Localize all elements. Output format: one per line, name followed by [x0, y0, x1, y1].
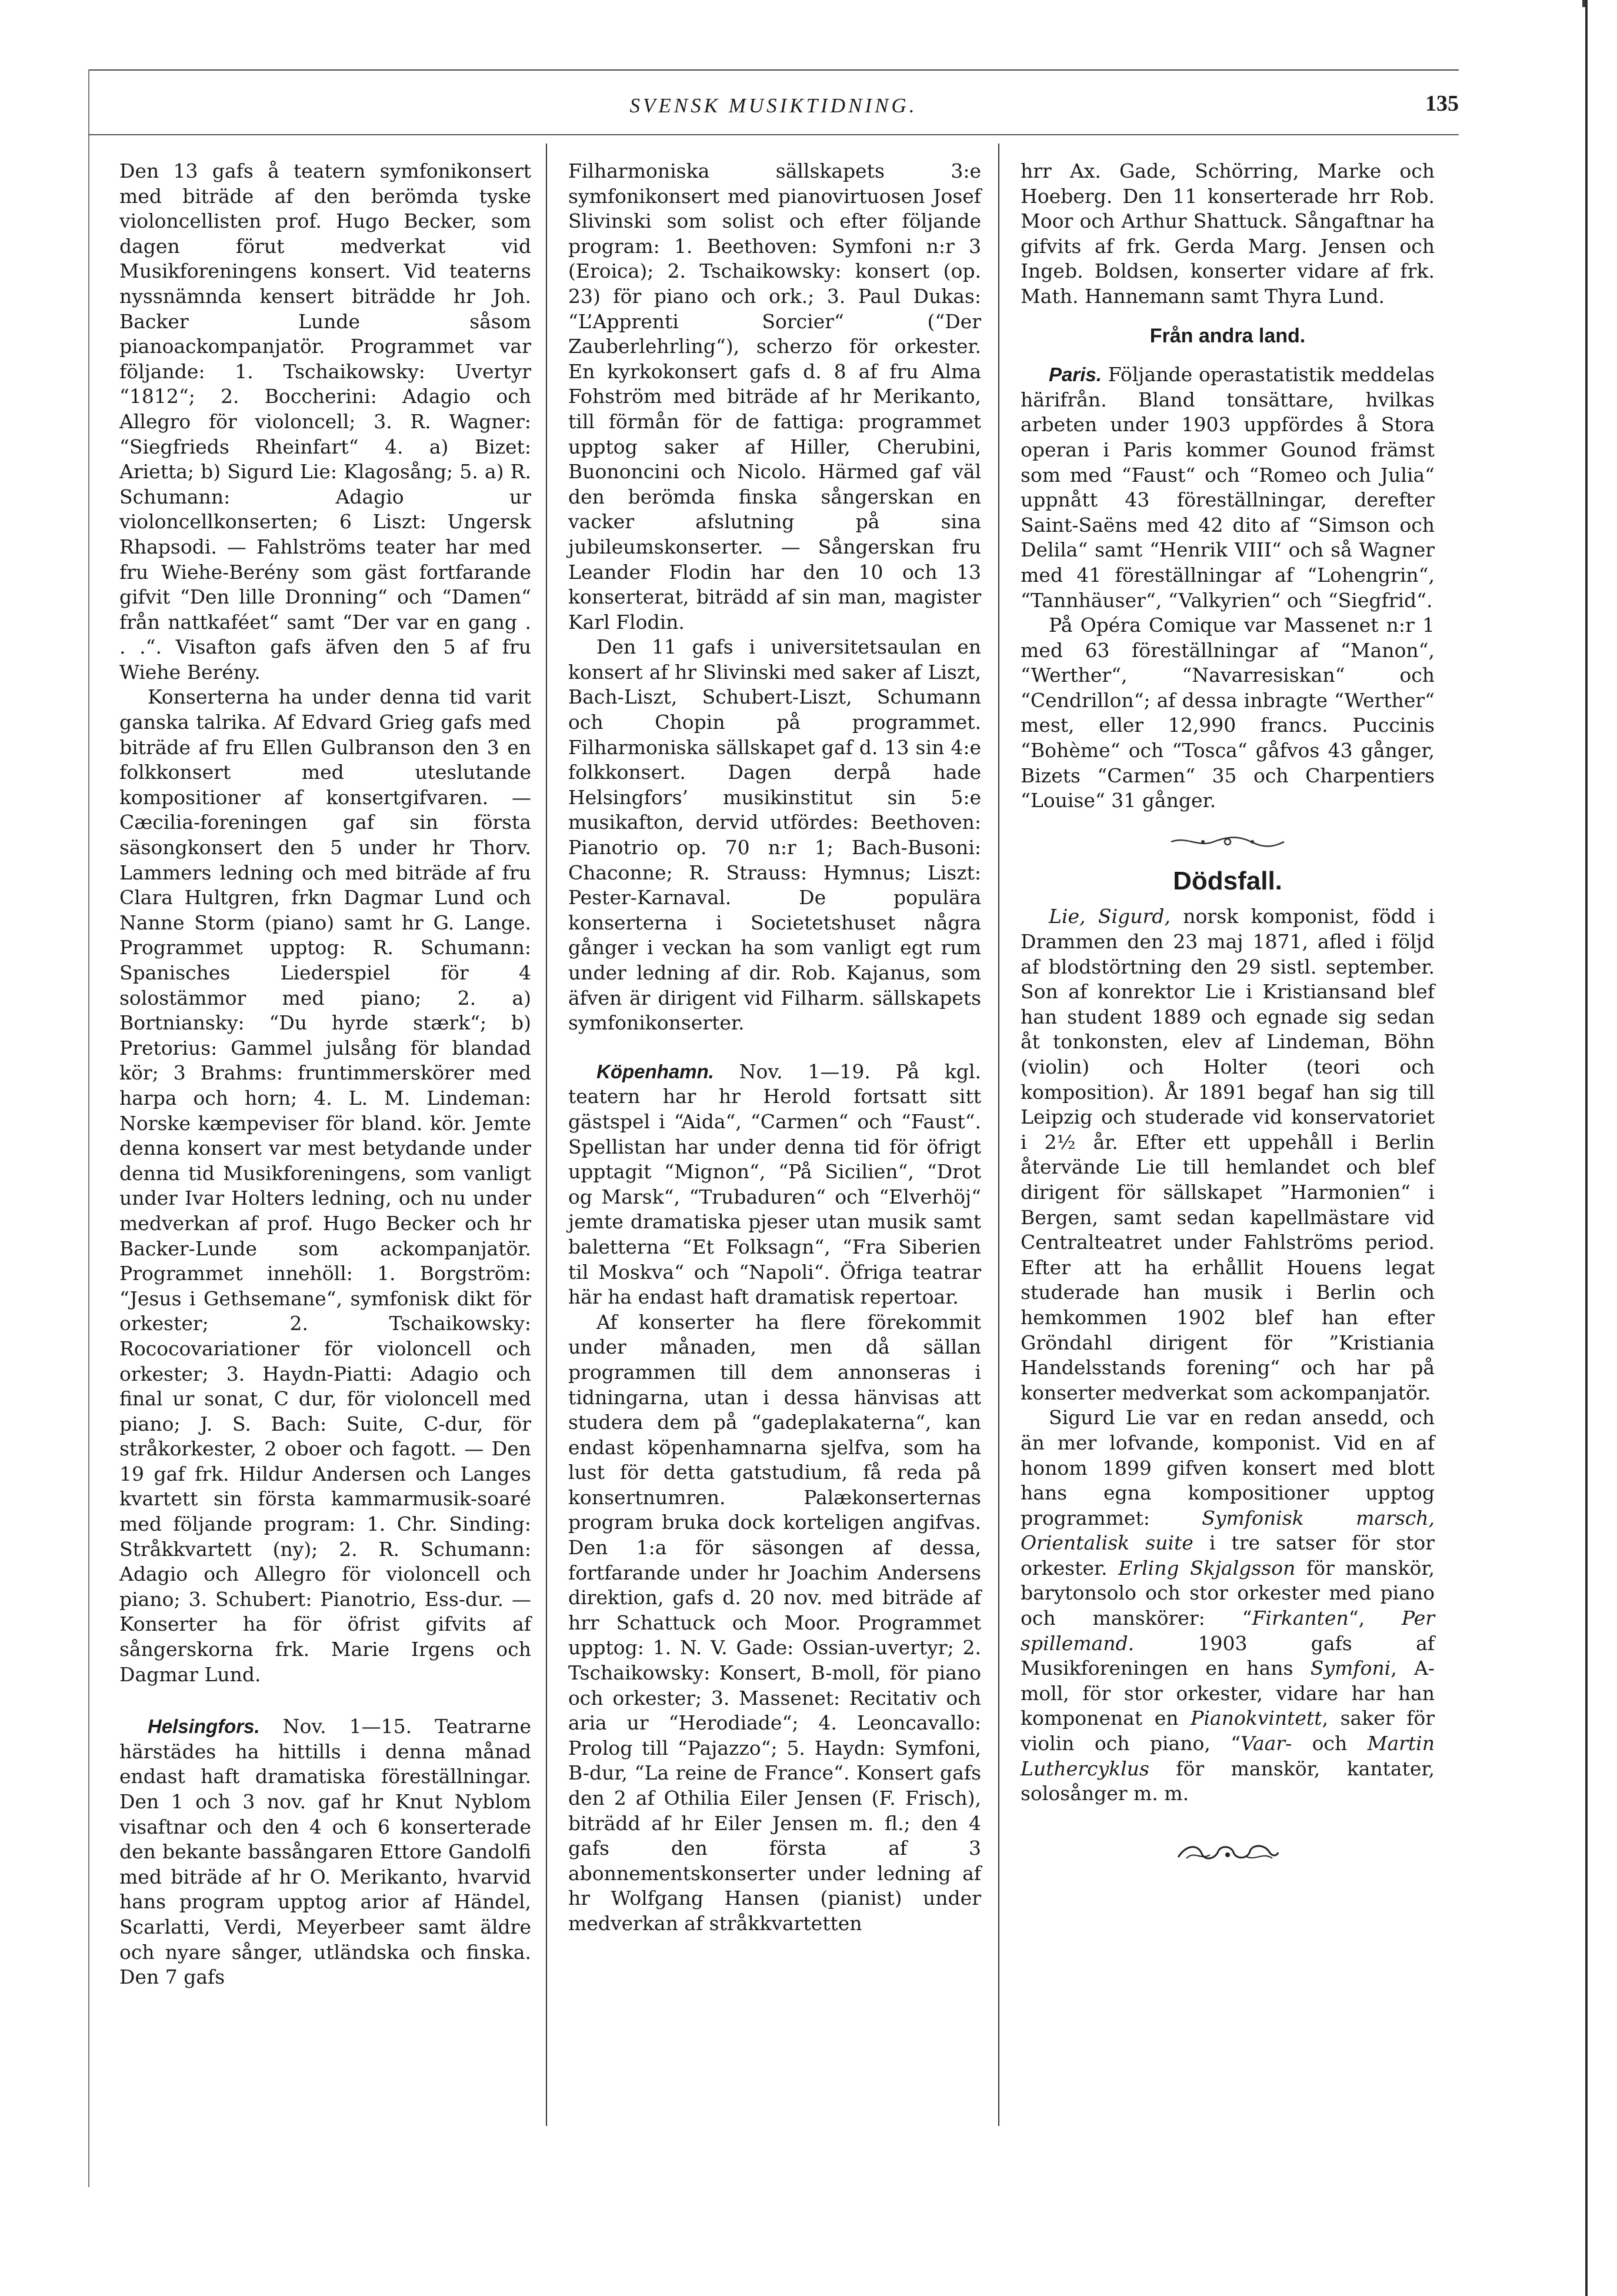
- work-title-5: Symfoni: [1310, 1657, 1391, 1680]
- column-2: [568, 159, 981, 1937]
- obituary-lie-paragraph: [1021, 904, 1435, 1405]
- col3-paragraph-1: hrr Ax. Gade, Schörring, Marke och Hoeberg. Den 11 konserterade hrr Rob. Moor och Arthur Shattuck. Sångaftnar ha gifvits af frk. Gerda Marg. Jensen och Ingeb. Boldsen, konserter vidare af frk. Math. Hannemann samt Thyra Lund.: [1021, 159, 1435, 308]
- col1-paragraph-1: Den 13 gafs å teatern symfonikonsert med biträde af den berömda tyske violoncellisten prof. Hugo Becker, som dagen förut medverkat vid Musikforeningens konsert. Vid teaterns nyssnämnda kensert biträdde hr Joh. Backer Lunde såsom pianoackompanjatör. Programmet var följande: 1. Tschaikowsky: Uvertyr “1812“; 2. Boccherini: Adagio och Allegro för violoncell; 3. R. Wagner: “Siegfrieds Rheinfart“ 4. a) Bizet: Arietta; b) Sigurd Lie: Klagosång; 5. a) R. Schumann: Adagio ur violoncellkonserten; 6 Liszt: Ungersk Rhapsodi. — Fahlströms teater har med fru Wiehe-Berény som gäst fortfarande gifvit “Den lille Dronning“ och “Damen“ från nattkaféet“ samt “Der var en gang . . .“. Visafton gafs äfven den 5 af fru Wiehe Berény.: [119, 159, 531, 684]
- col3-paragraph-2: På Opéra Comique var Massenet n:r 1 med 63 föreställningar af “Manon“, “Werther“, “Navarresiskan“ och “Cendrillon“; af dessa inbragte “Werther“ mest, eller 12,990 francs. Puccinis “Bohème“ och “Tosca“ gåfvos 43 gånger, Bizets “Carmen“ 35 och Charpentiers “Louise“ 31 gånger.: [1021, 614, 1435, 812]
- works-text-i: för manskör, kantater, solosånger m. m.: [1021, 1757, 1435, 1805]
- work-title-2: Erling Skjalgsson: [1118, 1556, 1296, 1579]
- divider-ornament: [1021, 835, 1435, 849]
- paris-text: Följande operastatistik meddelas härifrån. Bland tonsättare, hvilkas arbeten under 1903 uppfördes å Stora operan i Paris kommer Gounod främst som med “Faust“ och “Romeo och Julia“ uppnått 43 föreställningar, derefter Saint-Saëns med 42 dito af “Simson och Delila“ samt “Henrik VIII“ och så Wagner med 41 föreställningar af “Lohengrin“, “Tannhäuser“, “Valkyrien“ och “Siegfrid“.: [1021, 363, 1435, 612]
- works-text-c: för manskör, barytonsolo och stor orkester med piano och manskörer: “: [1021, 1556, 1435, 1630]
- column-divider-2: [998, 144, 999, 2126]
- helsingfors-paragraph: [119, 1714, 531, 1990]
- scan-right-edge: [1585, 0, 1617, 2296]
- paris-paragraph: [1021, 362, 1435, 613]
- col2-paragraph-3: Af konserter ha flere förekommit under månaden, men då sällan programmen till dem annonseras i tidningarna, utan i dessa hänvisas att studera dem på “gadeplakaterna“, kan endast köpenhamnarna sjelfva, som ha lust för detta gatstudium, få reda på konsertnumren. Palækonserternas program bruka dock korteligen angifvas. Den 1:a för säsongen af dessa, fortfarande under hr Joachim Andersens direktion, gafs d. 20 nov. med biträde af hrr Schattuck och Moor. Programmet upptog: 1. N. V. Gade: Ossian-uvertyr; 2. Tschaikowsky: Konsert, B-moll, för piano och orkester; 3. Massenet: Recitativ och aria ur “Herodiade“; 4. Leoncavallo: Prolog till “Pajazzo“; 5. Haydn: Symfoni, B-dur, “La reine de France“. Konsert gafs den 2 af Othilia Eiler Jensen (F. Frisch), biträdd af hr Eiler Jensen m. fl.; den 4 gafs den första af 3 abonnementskonserter under ledning af hr Wolfgang Hansen (pianist) under medverkan af stråkkvartetten: [568, 1310, 981, 1935]
- masthead-title: SVENSK MUSIKTIDNING.: [629, 94, 918, 117]
- work-title-6: Pianokvintett: [1191, 1707, 1322, 1730]
- header-top-rule: [88, 69, 1459, 71]
- work-title-4: Per spillemand.: [1021, 1607, 1435, 1655]
- works-text-e: 1903 gafs af Musikforeningen en hans: [1021, 1631, 1435, 1680]
- kopenhamn-heading: Köpenhamn.: [596, 1060, 714, 1082]
- ornament-icon: [1169, 835, 1286, 849]
- page-header: [88, 88, 1459, 135]
- page-left-rule: [88, 69, 89, 2187]
- works-text-a: Sigurd Lie var en redan ansedd, och än mer lofvande, komponist. Vid en af honom 1899 gifven konsert med blott hans egna kompositioner upptog programmet:: [1021, 1406, 1435, 1529]
- works-text-g: , saker för violin och piano, “: [1021, 1707, 1435, 1755]
- section-title-dodsfall: Dödsfall.: [1173, 866, 1282, 895]
- flourish-icon: [1175, 1841, 1281, 1864]
- obituary-name: Lie, Sigurd,: [1049, 905, 1171, 928]
- col2-paragraph-2: Den 11 gafs i universitetsaulan en konsert af hr Slivinski med saker af Liszt, Bach-Liszt, Schubert-Liszt, Schumann och Chopin på programmet. Filharmoniska sällskapet gaf d. 13 sin 4:e folkkonsert. Dagen derpå hade Helsingfors’ musikinstitut sin 5:e musikafton, dervid utfördes: Beethoven: Pianotrio op. 70 n:r 1; Bach-Busoni: Chaconne; R. Strauss: Hymnus; Liszt: Pester-Karnaval. De populära konserterna i Societetshuset några gånger i veckan ha som vanligt egt rum under ledning af dir. Rob. Kajanus, som äfven är dirigent vid Filharm. sällskapets symfonikonserter.: [568, 635, 981, 1035]
- col2-paragraph-1: Filharmoniska sällskapets 3:e symfonikonsert med pianovirtuosen Josef Slivinski som solist och efter följande program: 1. Beethoven: Symfoni n:r 3 (Eroica); 2. Tschaikowsky: konsert (op. 23) för piano och ork.; 3. Paul Dukas: “L’Apprenti Sorcier“ (“Der Zauberlehrling“), scherzo för orkester. En kyrkokonsert gafs d. 8 af fru Alma Fohström med biträde af hr Merikanto, till förmån för de fattiga: programmet upptog saker af Hiller, Cherubini, Buononcini och Nicolo. Härmed gaf väl den berömda finska sångerskan en vacker afslutning på sina jubileumskonserter. — Sångerskan fru Leander Flodin har den 10 och 13 konserterat, biträdd af sin man, magister Karl Flodin.: [568, 159, 981, 634]
- works-text-h: och: [1292, 1732, 1368, 1755]
- work-title-1: Symfonisk marsch, Orientalisk suite: [1021, 1506, 1435, 1555]
- works-text-f: , A-moll, för stor orkester, vidare har han komponenat en: [1021, 1657, 1435, 1730]
- page-number: 135: [1425, 91, 1459, 116]
- paris-heading: Paris.: [1049, 364, 1102, 386]
- column-1: [119, 159, 531, 1990]
- obituary-works-paragraph: [1021, 1405, 1435, 1807]
- subhead-fran-andra-land: Från andra land.: [1149, 324, 1306, 347]
- kopenhamn-paragraph: [568, 1059, 981, 1310]
- col1-paragraph-2: Konserterna ha under denna tid varit ganska talrika. Af Edvard Grieg gafs med biträde af fru Ellen Gulbranson den 3 en folkkonsert med uteslutande kompositioner af konsertgifvaren. — Cæcilia-foreningen gaf sin första säsongkonsert den 5 under hr Thorv. Lammers ledning och med biträde af fru Clara Hultgren, frkn Dagmar Lund och Nanne Storm (piano) samt hr G. Lange. Programmet upptog: R. Schumann: Spanisches Liederspiel för 4 solostämmor med piano; 2. a) Bortniansky: “Du hyrde stærk“; b) Pretorius: Gammel julsång för blandad kör; 3 Brahms: fruntimmerskörer med harpa och horn; 4. L. M. Lindeman: Norske kæmpeviser för bland. kör. Jemte denna konsert var mest betydande under denna tid Musikforeningens, som vanligt under Ivar Holters ledning, och nu under medverkan af prof. Hugo Becker och hr Backer-Lunde som ackompanjatör. Programmet innehöll: 1. Borgström: “Jesus i Gethsemane“, symfonisk dikt för orkester; 2. Tschaikowsky: Rococovariationer för violoncell och orkester; 3. Haydn-Piatti: Adagio och final ur sonat, C dur, för violoncell med piano; J. S. Bach: Suite, C-dur, för stråkorkester, 2 oboer och fagott. — Den 19 gaf frk. Hildur Andersen och Langes kvartett sin första kammarmusik-soaré med följande program: 1. Chr. Sinding: Stråkkvartett (ny); 2. R. Schumann: Adagio och Allegro för violoncell och piano; 3. Schubert: Pianotrio, Ess-dur. — Konserter ha för öfrist gifvits af sångerskorna frk. Marie Irgens och Dagmar Lund.: [119, 685, 531, 1686]
- helsingfors-text: Nov. 1—15. Teatrarne härstädes ha hittills i denna månad endast haft dramatiska föreställningar. Den 1 och 3 nov. gaf hr Knut Nyblom visaftnar och den 4 och 6 konserterade den bekante bassångaren Ettore Gandolfi med biträde af hr O. Merikanto, hvarvid hans program upptog arior af Händel, Scarlatti, Verdi, Meyerbeer samt äldre och nyare sånger, utländska och finska. Den 7 gafs: [119, 1715, 531, 1989]
- kopenhamn-text: Nov. 1—19. På kgl. teatern har hr Herold fortsatt sitt gästspel i “Aida“, “Carmen“ och “Faust“. Spellistan har under denna tid för öfrigt upptagit “Mignon“, “På Sicilien“, “Drot og Marsk“, “Trubaduren“ och “Elverhöj“ jemte dramatiska pjeser utan musik samt baletterna “Et Folksagn“, “Fra Siberien til Moskva“ och “Napoli“. Öfriga teatrar här ha endast haft dramatisk repertoar.: [568, 1059, 981, 1309]
- work-title-7: Vaar-: [1241, 1732, 1292, 1755]
- work-title-3: Firkanten: [1252, 1607, 1349, 1630]
- header-underline: [88, 134, 1459, 135]
- works-text-b: i tre satser för stor orkester.: [1021, 1531, 1435, 1579]
- column-divider-1: [546, 144, 547, 2126]
- work-title-8: Martin Luthercyklus: [1021, 1732, 1435, 1780]
- works-text-d: “,: [1348, 1607, 1402, 1630]
- helsingfors-heading: Helsingfors.: [148, 1715, 260, 1738]
- obituary-text: norsk komponist, född i Drammen den 23 maj 1871, afled i följd af blodstörtning den 29 sistl. september. Son af konrektor Lie i Kristiansand blef han student 1889 och egnade sig sedan åt tonkonsten, elev af Lindeman, Böhn (violin) och Holter (teori och komposition). År 1891 begaf han sig till Leipzig och studerade vid konservatoriet i 2½ år. Efter ett uppehåll i Berlin återvände Lie till hemlandet och blef dirigent för sällskapet ”Harmonien“ i Bergen, samt sedan kapellmästare vid Centralteatret under Fahlströms period. Efter att ha erhållit Houens legat studerade han musik i Berlin och hemkommen 1902 blef han efter Gröndahl dirigent för ”Kristiania Handelsstands forening“ och har på konserter medverkat som ackompanjatör.: [1021, 905, 1435, 1404]
- column-3: [1021, 159, 1435, 1864]
- end-ornament: [1021, 1841, 1435, 1864]
